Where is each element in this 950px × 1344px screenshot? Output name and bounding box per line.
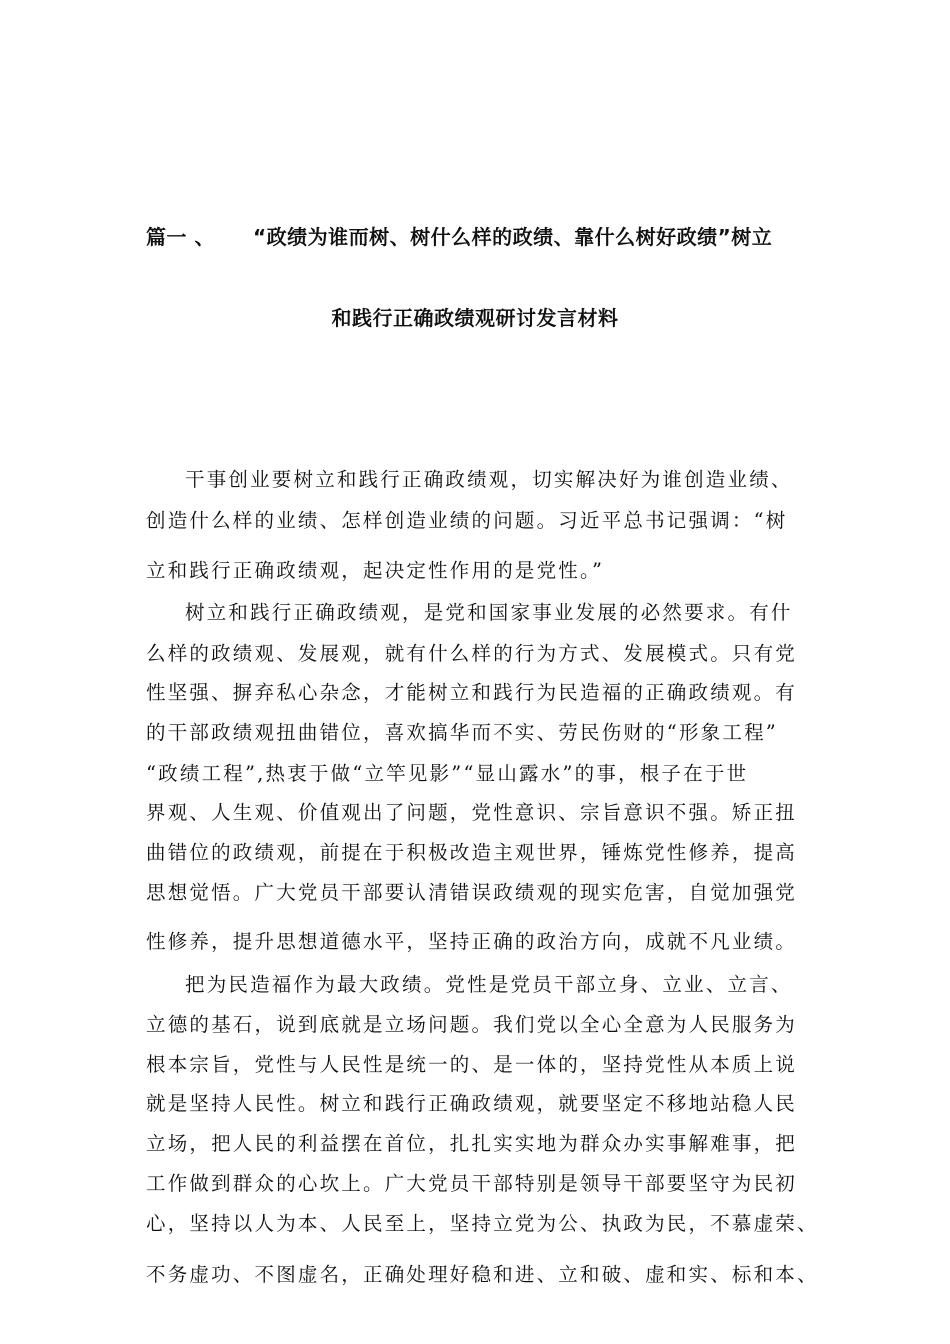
body-line-10: 曲错位的政绩观，前提在于积极改造主观世界，锤炼党性修养，提高 <box>146 841 798 864</box>
chapter-prefix: 篇一 、 <box>146 225 215 249</box>
body-line-9: 界观、人生观、价值观出了问题，党性意识、宗旨意识不强。矫正扭 <box>146 801 798 824</box>
body-line-3: 立和践行正确政绩观，起决定性作用的是党性。” <box>146 559 605 582</box>
body-line-1: 干事创业要树立和践行正确政绩观，切实解决好为谁创造业绩、 <box>185 468 793 491</box>
body-line-4: 树立和践行正确政绩观，是党和国家事业发展的必然要求。有什 <box>185 601 793 624</box>
body-line-6: 性坚强、摒弃私心杂念，才能树立和践行为民造福的正确政绩观。有 <box>146 681 798 704</box>
body-line-18: 工作做到群众的心坎上。广大党员干部特别是领导干部要坚守为民初 <box>146 1172 798 1195</box>
body-line-11: 思想觉悟。广大党员干部要认清错误政绩观的现实危害，自觉加强党 <box>146 881 798 904</box>
body-line-8: “政绩工程”,热衷于做“立竿见影”“显山露水”的事，根子在于世 <box>146 762 749 785</box>
document-title-line-1 <box>146 222 826 252</box>
body-line-17: 立场，把人民的利益摆在首位，扎扎实实地为群众办实事解难事，把 <box>146 1132 798 1155</box>
body-line-20: 不务虚功、不图虚名，正确处理好稳和进、立和破、虚和实、标和本、 <box>146 1263 819 1286</box>
title-text: “政绩为谁而树、树什么样的政绩、靠什么树好政绩”树立 <box>252 225 773 249</box>
body-line-5: 么样的政绩观、发展观，就有什么样的行为方式、发展模式。只有党 <box>146 642 798 665</box>
body-line-7: 的干部政绩观扭曲错位，喜欢搞华而不实、劳民伤财的“形象工程” <box>146 721 778 744</box>
body-line-13: 把为民造福作为最大政绩。党性是党员干部立身、立业、立言、 <box>185 973 793 996</box>
body-line-19: 心，坚持以人为本、人民至上，坚持立党为公、执政为民，不慕虚荣、 <box>146 1212 819 1235</box>
body-line-2: 创造什么样的业绩、怎样创造业绩的问题。习近平总书记强调：“树 <box>146 509 788 532</box>
body-line-16: 就是坚持人民性。树立和践行正确政绩观，就要坚定不移地站稳人民 <box>146 1092 798 1115</box>
body-line-14: 立德的基石，说到底就是立场问题。我们党以全心全意为人民服务为 <box>146 1013 798 1036</box>
body-line-12: 性修养，提升思想道德水平，坚持正确的政治方向，成就不凡业绩。 <box>146 930 798 953</box>
document-title-line-2: 和践行正确政绩观研讨发言材料 <box>331 306 619 330</box>
body-line-15: 根本宗旨，党性与人民性是统一的、是一体的，坚持党性从本质上说 <box>146 1053 798 1076</box>
